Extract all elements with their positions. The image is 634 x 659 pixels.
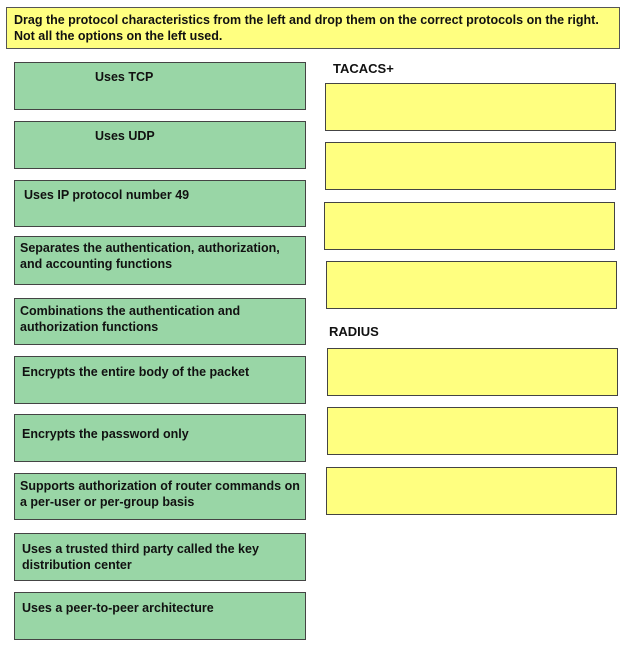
choice-uses-tcp[interactable] xyxy=(14,62,306,110)
choice-separates-aaa[interactable] xyxy=(14,236,306,285)
radius-drop-slot-3[interactable] xyxy=(326,467,617,515)
choice-key-distribution-center[interactable] xyxy=(14,533,306,581)
choice-peer-to-peer[interactable] xyxy=(14,592,306,640)
choice-encrypts-body[interactable] xyxy=(14,356,306,404)
choice-uses-udp[interactable] xyxy=(14,121,306,169)
radius-heading: RADIUS xyxy=(329,324,379,339)
radius-drop-slot-2[interactable] xyxy=(327,407,618,455)
tacacs-heading: TACACS+ xyxy=(333,61,394,76)
tacacs-drop-slot-3[interactable] xyxy=(324,202,615,250)
choice-label: Uses TCP xyxy=(95,70,154,84)
choice-label: Uses a peer-to-peer architecture xyxy=(22,601,214,615)
tacacs-drop-slot-1[interactable] xyxy=(325,83,616,131)
choice-label: Uses a trusted third party called the key distribution center xyxy=(22,542,259,572)
tacacs-drop-slot-4[interactable] xyxy=(326,261,617,309)
choice-label: Encrypts the entire body of the packet xyxy=(22,365,250,379)
choice-label: Uses UDP xyxy=(95,129,155,143)
choice-label: Encrypts the password only xyxy=(22,427,189,441)
choice-label: Combinations the authentication and authorization functions xyxy=(20,304,241,334)
choice-label: Uses IP protocol number 49 xyxy=(24,188,190,202)
choice-label: Supports authorization of router commands on a per-user or per-group basis xyxy=(20,479,300,509)
tacacs-drop-slot-2[interactable] xyxy=(325,142,616,190)
radius-drop-slot-1[interactable] xyxy=(327,348,618,396)
instructions-banner: Drag the protocol characteristics from the left and drop them on the correct protocols on the right. Not all the options on the left used. xyxy=(6,7,620,49)
choice-ip-protocol-49[interactable] xyxy=(14,180,306,227)
choice-router-command-authorization[interactable] xyxy=(14,473,306,520)
choice-encrypts-password[interactable] xyxy=(14,414,306,462)
choice-label: Separates the authentication, authorization, and accounting functions xyxy=(20,241,280,271)
choice-combines-auth[interactable] xyxy=(14,298,306,345)
